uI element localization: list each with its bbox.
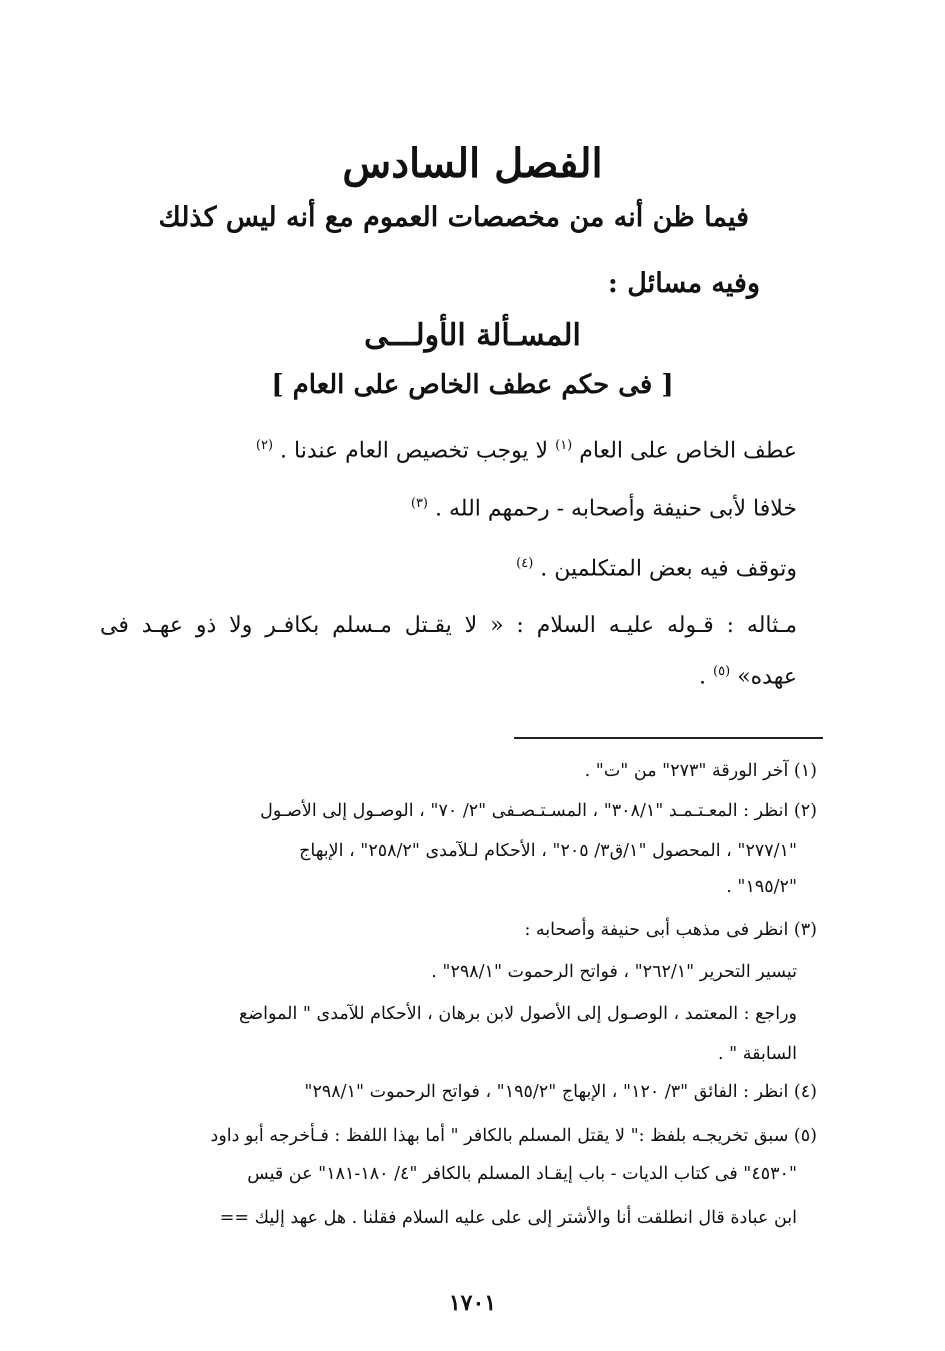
- body-line-3: [516, 556, 797, 581]
- body-line-5: [699, 664, 797, 689]
- body-line-1: [256, 438, 797, 463]
- footnote-ref: (٥): [713, 664, 731, 679]
- footnote-ref: (١): [555, 438, 573, 453]
- body-line-2: [411, 496, 797, 521]
- footnote-5-cont: "٤٥٣٠" فى كتاب الديات - باب إيقـاد المسلم بالكافر "٤/ ١٨٠-١٨١" عن قيس: [247, 1164, 797, 1184]
- footnote-2: (٢) انظر : المعـتـمـد "٣٠٨/١" ، المسـتـصـفى "٢/ ٧٠" ، الوصـول إلى الأصـول: [260, 801, 817, 821]
- footnote-2-cont: "٢٧٧/١" ، المحصول "١/ق٣/ ٢٠٥" ، الأحكام لـلآمدى "٢٥٨/٢" ، الإبهاج: [299, 841, 797, 861]
- footnote-ref: (٢): [255, 438, 274, 453]
- body-line-4: مـثاله : قـوله عليـه السلام : « لا يقـتل مـسلم بكافـر ولا ذو عهـد فى: [100, 613, 797, 638]
- footnote-ref: (٤): [516, 556, 534, 571]
- issues-intro: وفيه مسائل :: [607, 268, 760, 299]
- chapter-title: الفصل السادس: [342, 140, 603, 187]
- footnote-ref: (٣): [410, 496, 428, 511]
- footnote-2-cont: "١٩٥/٢" .: [726, 877, 797, 897]
- issue-title: المسـألة الأولـــى: [364, 318, 581, 353]
- footnote-4: (٤) انظر : الفائق "٣/ ١٢٠" ، الإبهاج "١٩٥/٢" ، فواتح الرحموت "٢٩٨/١": [304, 1082, 817, 1102]
- footnote-3-cont: وراجع : المعتمد ، الوصـول إلى الأصول لابن برهان ، الأحكام للآمدى " المواضع: [238, 1004, 797, 1024]
- footnote-5-cont: ابن عبادة قال انطلقت أنا والأشتر إلى على عليه السلام فقلنا . هل عهد إليك ==: [219, 1208, 797, 1228]
- page-number: ١٧٠١: [448, 1290, 497, 1316]
- footnote-5: (٥) سبق تخريجـه بلفظ :" لا يقتل المسلم بالكافر " أما بهذا اللفظ : فـأخرجه أبو داود: [210, 1126, 817, 1146]
- body-text: عهده»: [737, 664, 797, 690]
- body-text: .: [699, 664, 707, 690]
- footnote-3-cont: السابقة " .: [718, 1044, 797, 1064]
- issue-subtitle: [ فى حكم عطف الخاص على العام ]: [271, 370, 674, 400]
- body-text: عطف الخاص على العام: [579, 438, 797, 464]
- body-text: لا يوجب تخصيص العام عندنا .: [280, 438, 549, 464]
- footnote-divider: [514, 737, 823, 739]
- footnote-3: (٣) انظر فى مذهب أبى حنيفة وأصحابه :: [524, 920, 817, 940]
- body-text: وتوقف فيه بعض المتكلمين .: [540, 556, 797, 582]
- footnote-3-cont: تيسير التحرير "٢٦٢/١" ، فواتح الرحموت "٢٩٨/١" .: [431, 962, 797, 982]
- footnote-1: (١) آخر الورقة "٢٧٣" من "ت" .: [584, 761, 817, 781]
- chapter-subtitle: فيما ظن أنه من مخصصات العموم مع أنه ليس كذلك: [158, 202, 749, 233]
- body-text: خلافا لأبى حنيفة وأصحابه - رحمهم الله .: [435, 496, 797, 522]
